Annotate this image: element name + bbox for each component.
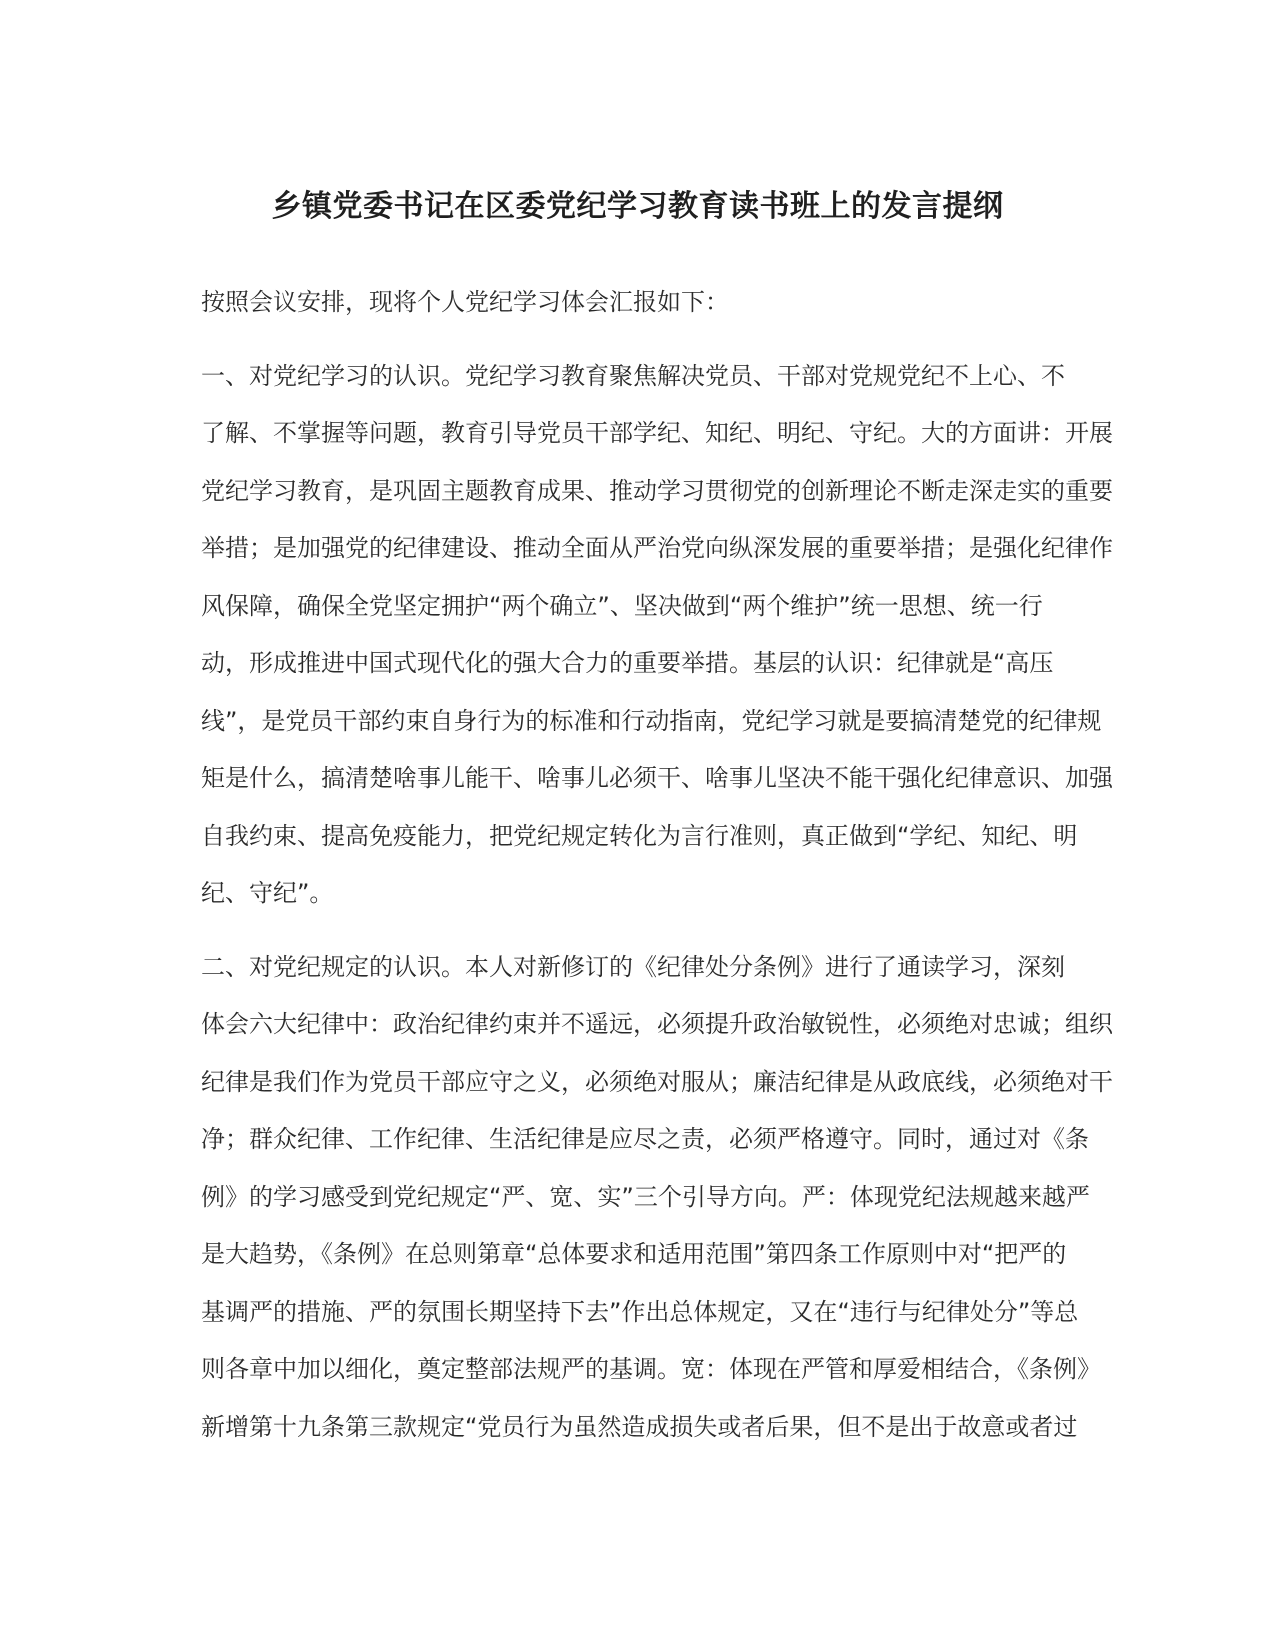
text-line: 线”，是党员干部约束自身行为的标准和行动指南，党纪学习就是要搞清楚党的纪律规 <box>201 706 1102 735</box>
text-line: 净；群众纪律、工作纪律、生活纪律是应尽之责，必须严格遵守。同时，通过对《条 <box>201 1125 1089 1153</box>
text-line: 矩是什么，搞清楚啥事儿能干、啥事儿必须干、啥事儿坚决不能干强化纪律意识、加强 <box>201 764 1113 792</box>
text-line: 基调严的措施、严的氛围长期坚持下去”作出总体规定，又在“违行与纪律处分”等总 <box>201 1297 1079 1326</box>
text-line: 纪、守纪”。 <box>201 879 334 907</box>
text-line: 风保障，确保全党坚定拥护“两个确立”、坚决做到“两个维护”统一思想、统一行 <box>201 591 1043 620</box>
intro-paragraph: 按照会议安排，现将个人党纪学习体会汇报如下： <box>201 288 729 316</box>
text-line: 是大趋势，《条例》在总则第章“总体要求和适用范围”第四条工作原则中对“把严的 <box>201 1240 1067 1268</box>
text-line: 体会六大纪律中：政治纪律约束并不遥远，必须提升政治敏锐性，必须绝对忠诚；组织 <box>201 1010 1113 1038</box>
text-line: 纪律是我们作为党员干部应守之义，必须绝对服从；廉洁纪律是从政底线，必须绝对干 <box>201 1067 1113 1096</box>
text-line: 新增第十九条第三款规定“党员行为虽然造成损失或者后果，但不是出于故意或者过 <box>201 1412 1078 1441</box>
text-line: 举措；是加强党的纪律建设、推动全面从严治党向纵深发展的重要举措；是强化纪律作 <box>201 534 1113 562</box>
section-1-paragraph <box>153 348 1113 923</box>
document-body <box>153 274 1113 1456</box>
text-line: 一、对党纪学习的认识。党纪学习教育聚焦解决党员、干部对党规党纪不上心、不 <box>201 361 1065 390</box>
text-line: 例》的学习感受到党纪规定“严、宽、实”三个引导方向。严：体现党纪法规越来越严 <box>201 1182 1090 1211</box>
text-line: 则各章中加以细化，奠定整部法规严的基调。宽：体现在严管和厚爱相结合，《条例》 <box>201 1355 1101 1383</box>
section-2-paragraph <box>153 939 1113 1457</box>
text-line: 党纪学习教育，是巩固主题教育成果、推动学习贯彻党的创新理论不断走深走实的重要 <box>201 476 1113 505</box>
text-line: 二、对党纪规定的认识。本人对新修订的《纪律处分条例》进行了通读学习，深刻 <box>201 952 1065 981</box>
text-line: 了解、不掌握等问题，教育引导党员干部学纪、知纪、明纪、守纪。大的方面讲：开展 <box>201 419 1113 447</box>
document-title: 乡镇党委书记在区委党纪学习教育读书班上的发言提纲 <box>271 189 1004 224</box>
text-line: 自我约束、提高免疫能力，把党纪规定转化为言行准则，真正做到“学纪、知纪、明 <box>201 821 1078 850</box>
text-line: 动，形成推进中国式现代化的强大合力的重要举措。基层的认识：纪律就是“高压 <box>201 649 1054 677</box>
